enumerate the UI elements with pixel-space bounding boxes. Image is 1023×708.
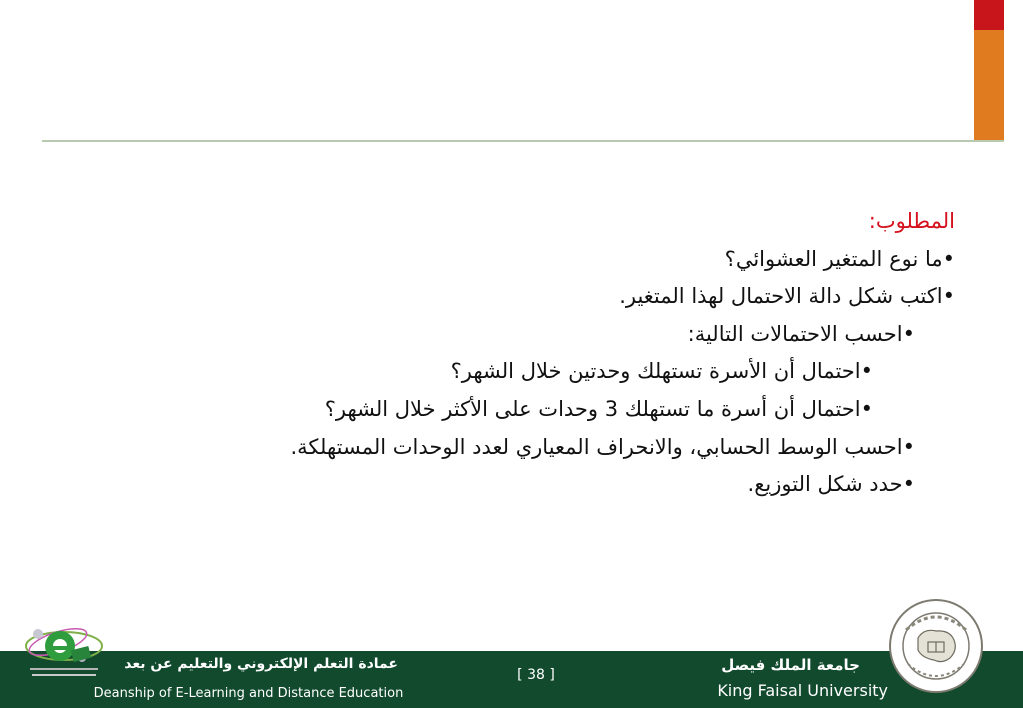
deanship-name-arabic: عمادة التعلم الإلكتروني والتعليم عن بعد <box>124 656 398 672</box>
header-divider <box>42 140 1004 142</box>
header-accent-red <box>974 0 1004 30</box>
sub-bullet-item: •احتمال أن أسرة ما تستهلك 3 وحدات على الأكثر خلال الشهر؟ <box>324 396 873 421</box>
university-seal-icon <box>888 598 984 694</box>
bullet-item: •ما نوع المتغير العشوائي؟ <box>724 246 955 271</box>
deanship-name-english: Deanship of E-Learning and Distance Education <box>93 686 404 701</box>
header-accent-orange <box>974 30 1004 141</box>
slide-heading: المطلوب: <box>868 209 955 233</box>
university-name-english: King Faisal University <box>717 681 888 700</box>
bullet-item: •احسب الاحتمالات التالية: <box>687 321 915 346</box>
bullet-item: •حدد شكل التوزيع. <box>747 472 915 497</box>
slide-content <box>155 203 955 504</box>
bullet-item: •اكتب شكل دالة الاحتمال لهذا المتغير. <box>619 284 955 309</box>
university-name-arabic: جامعة الملك فيصل <box>721 656 860 674</box>
page-number: [ 38 ] <box>517 667 555 683</box>
sub-bullet-item: •احتمال أن الأسرة تستهلك وحدتين خلال الشهر؟ <box>450 359 873 384</box>
bullet-item: •احسب الوسط الحسابي، والانحراف المعياري لعدد الوحدات المستهلكة. <box>290 434 915 459</box>
elearning-logo-icon <box>22 612 106 688</box>
